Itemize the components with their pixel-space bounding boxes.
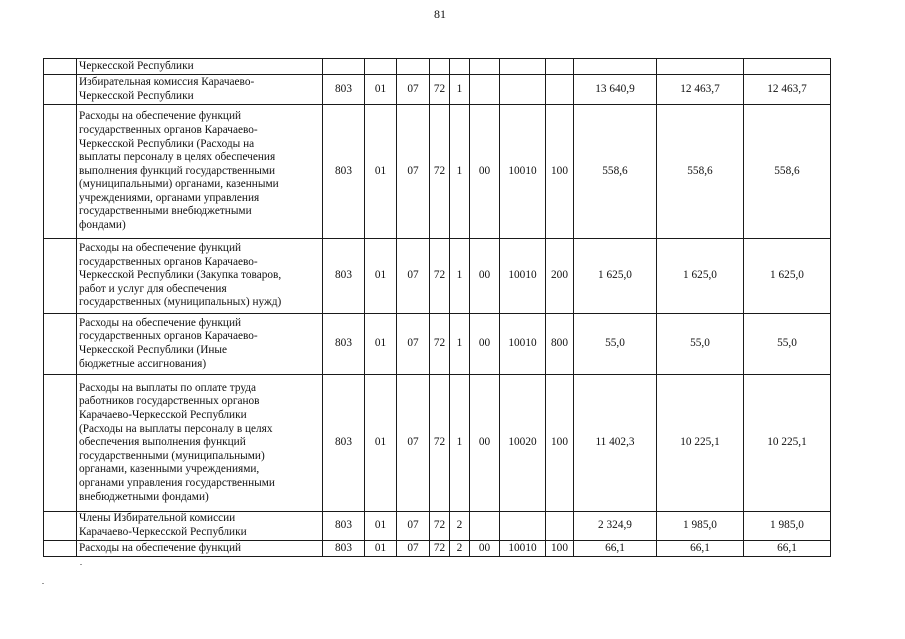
code-ministry [323,59,365,75]
row-name: Избирательная комиссия Карачаево- Черкесской Республики [77,75,323,105]
amount-year-2: 12 463,7 [657,75,744,105]
amount-year-2: 1 625,0 [657,239,744,314]
row-name: Расходы на обеспечение функций государственных органов Карачаево- Черкесской Республики (Закупка товаров, работ и услуг для обеспечения государственных (муниципальных) нужд) [77,239,323,314]
code-subsection: 07 [397,105,430,239]
row-name: Расходы на обеспечение функций государственных органов Карачаево- Черкесской Республики (Расходы на выплаты персоналу в целях обеспечения выполнения функций государственными (муниципальными) органами, казенными учреждениями, органами управления государственными внебюджетными фондами) [77,105,323,239]
amount-year-3: 66,1 [744,541,831,557]
code-subsection: 07 [397,375,430,512]
code-subsection: 07 [397,541,430,557]
amount-year-2 [657,59,744,75]
amount-year-1: 558,6 [574,105,657,239]
code-ministry: 803 [323,239,365,314]
amount-year-1: 66,1 [574,541,657,557]
code-expense-type [546,59,574,75]
code-section [365,59,397,75]
code-subprogram: 2 [450,512,470,541]
amount-year-1: 1 625,0 [574,239,657,314]
code-direction: 10010 [500,314,546,375]
code-expense-type: 800 [546,314,574,375]
code-program: 72 [430,541,450,557]
scan-speck [80,564,82,565]
amount-year-1: 13 640,9 [574,75,657,105]
row-name: Расходы на обеспечение функций [77,541,323,557]
code-ministry: 803 [323,75,365,105]
row-number-cell [44,512,77,541]
table-row [44,75,831,105]
code-program [430,59,450,75]
code-group [470,75,500,105]
code-section: 01 [365,75,397,105]
row-number-cell [44,375,77,512]
code-direction: 10010 [500,105,546,239]
table-row [44,375,831,512]
code-subsection [397,59,430,75]
code-direction [500,512,546,541]
code-subsection: 07 [397,314,430,375]
code-direction: 10020 [500,375,546,512]
code-subsection: 07 [397,239,430,314]
code-group: 00 [470,314,500,375]
amount-year-2: 10 225,1 [657,375,744,512]
code-direction: 10010 [500,541,546,557]
code-expense-type: 100 [546,541,574,557]
budget-table [43,58,831,557]
code-ministry: 803 [323,512,365,541]
row-number-cell [44,314,77,375]
table-row [44,105,831,239]
code-ministry: 803 [323,375,365,512]
amount-year-3: 558,6 [744,105,831,239]
table-row [44,541,831,557]
amount-year-3: 1 625,0 [744,239,831,314]
amount-year-3: 1 985,0 [744,512,831,541]
code-subprogram: 1 [450,75,470,105]
code-subprogram: 1 [450,314,470,375]
code-program: 72 [430,105,450,239]
code-ministry: 803 [323,541,365,557]
code-program: 72 [430,75,450,105]
table-row [44,239,831,314]
row-name: Расходы на выплаты по оплате труда работников государственных органов Карачаево-Черкесской Республики (Расходы на выплаты персоналу в целях обеспечения выполнения функций государственными (муниципальными) органами, казенными учреждениями, органами управления государственными внебюджетными фондами) [77,375,323,512]
code-subprogram: 1 [450,239,470,314]
table-row [44,59,831,75]
code-section: 01 [365,239,397,314]
code-subprogram: 1 [450,105,470,239]
table-row [44,512,831,541]
row-number-cell [44,75,77,105]
amount-year-1: 11 402,3 [574,375,657,512]
amount-year-1: 55,0 [574,314,657,375]
amount-year-2: 1 985,0 [657,512,744,541]
code-group [470,512,500,541]
amount-year-2: 55,0 [657,314,744,375]
code-expense-type: 100 [546,375,574,512]
amount-year-3 [744,59,831,75]
row-number-cell [44,239,77,314]
amount-year-3: 55,0 [744,314,831,375]
code-expense-type [546,75,574,105]
code-direction [500,59,546,75]
code-section: 01 [365,541,397,557]
code-direction [500,75,546,105]
code-program: 72 [430,314,450,375]
code-group [470,59,500,75]
code-group: 00 [470,375,500,512]
amount-year-2: 66,1 [657,541,744,557]
page-number: 81 [434,7,446,21]
row-name: Расходы на обеспечение функций государственных органов Карачаево- Черкесской Республики (Иные бюджетные ассигнования) [77,314,323,375]
amount-year-3: 12 463,7 [744,75,831,105]
code-section: 01 [365,105,397,239]
code-program: 72 [430,239,450,314]
amount-year-3: 10 225,1 [744,375,831,512]
code-group: 00 [470,541,500,557]
table-row [44,314,831,375]
code-expense-type [546,512,574,541]
code-section: 01 [365,314,397,375]
code-direction: 10010 [500,239,546,314]
code-expense-type: 200 [546,239,574,314]
code-expense-type: 100 [546,105,574,239]
amount-year-1 [574,59,657,75]
row-name: Черкесской Республики [77,59,323,75]
code-group: 00 [470,239,500,314]
row-number-cell [44,59,77,75]
code-subsection: 07 [397,75,430,105]
code-group: 00 [470,105,500,239]
code-subprogram: 2 [450,541,470,557]
row-number-cell [44,541,77,557]
code-ministry: 803 [323,105,365,239]
code-subsection: 07 [397,512,430,541]
code-program: 72 [430,512,450,541]
code-ministry: 803 [323,314,365,375]
code-section: 01 [365,375,397,512]
amount-year-1: 2 324,9 [574,512,657,541]
row-name: Члены Избирательной комиссии Карачаево-Черкесской Республики [77,512,323,541]
amount-year-2: 558,6 [657,105,744,239]
code-section: 01 [365,512,397,541]
code-subprogram [450,59,470,75]
code-program: 72 [430,375,450,512]
code-subprogram: 1 [450,375,470,512]
scan-speck [42,583,44,584]
row-number-cell [44,105,77,239]
